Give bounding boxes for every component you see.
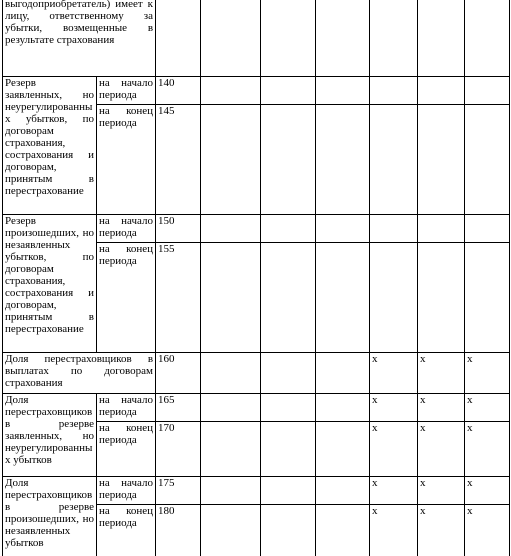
row-label-share-unreported: Доля перестраховщиков в резерве произошедших, но незаявленных убытков xyxy=(3,477,97,556)
x-mark: х xyxy=(418,394,465,422)
x-mark xyxy=(465,105,510,215)
x-mark xyxy=(465,215,510,243)
table-row xyxy=(3,215,510,243)
x-mark: х xyxy=(465,477,510,505)
x-mark: х xyxy=(370,505,418,556)
table-row xyxy=(3,477,510,505)
x-mark xyxy=(370,243,418,353)
x-mark: х xyxy=(465,353,510,394)
period-cell: на начало периода xyxy=(97,394,156,422)
x-mark: х xyxy=(370,477,418,505)
line-code: 155 xyxy=(156,243,201,353)
period-cell: на начало периода xyxy=(97,477,156,505)
x-mark xyxy=(370,105,418,215)
x-mark: х xyxy=(418,505,465,556)
line-code: 140 xyxy=(156,77,201,105)
line-code: 175 xyxy=(156,477,201,505)
x-mark xyxy=(418,243,465,353)
x-mark: х xyxy=(465,394,510,422)
x-mark: х xyxy=(465,505,510,556)
period-cell: на конец периода xyxy=(97,422,156,477)
row-label-reserve-declared: Резерв заявленных, но неурегулированных убытков, по договорам страхования, сострахования и договорам, принятым в перестрахование xyxy=(3,77,97,215)
line-code: 180 xyxy=(156,505,201,556)
row-label-reinsurer-payouts: Доля перестраховщиков в выплатах по договорам страхования xyxy=(3,353,156,394)
x-mark xyxy=(418,105,465,215)
period-cell: на конец периода xyxy=(97,243,156,353)
period-cell: на конец периода xyxy=(97,505,156,556)
row-label-share-declared: Доля перестраховщиков в резерве заявленных, но неурегулированных убытков xyxy=(3,394,97,477)
x-mark xyxy=(465,77,510,105)
line-code: 170 xyxy=(156,422,201,477)
x-mark xyxy=(418,215,465,243)
row-label-reserve-unreported: Резерв произошедших, но незаявленных убытков, по договорам страхования, сострахования и договорам, принятым в перестрахование xyxy=(3,215,97,353)
x-mark: х xyxy=(465,422,510,477)
x-mark xyxy=(418,77,465,105)
table-row xyxy=(3,353,510,394)
x-mark: х xyxy=(370,422,418,477)
row-label-continuation: выгодоприобретатель) имеет к лицу, ответственному за убытки, возмещенные в результате страхования xyxy=(3,0,156,77)
period-cell: на начало периода xyxy=(97,77,156,105)
x-mark xyxy=(370,77,418,105)
line-code: 165 xyxy=(156,394,201,422)
table-row xyxy=(3,77,510,105)
x-mark xyxy=(370,215,418,243)
x-mark xyxy=(465,243,510,353)
line-code: 160 xyxy=(156,353,201,394)
table-row xyxy=(3,0,510,77)
x-mark: х xyxy=(370,353,418,394)
reserves-table xyxy=(2,0,510,556)
x-mark: х xyxy=(418,353,465,394)
table-row xyxy=(3,394,510,422)
x-mark: х xyxy=(418,477,465,505)
line-code: 150 xyxy=(156,215,201,243)
period-cell: на начало периода xyxy=(97,215,156,243)
x-mark: х xyxy=(418,422,465,477)
line-code: 145 xyxy=(156,105,201,215)
x-mark: х xyxy=(370,394,418,422)
period-cell: на конец периода xyxy=(97,105,156,215)
